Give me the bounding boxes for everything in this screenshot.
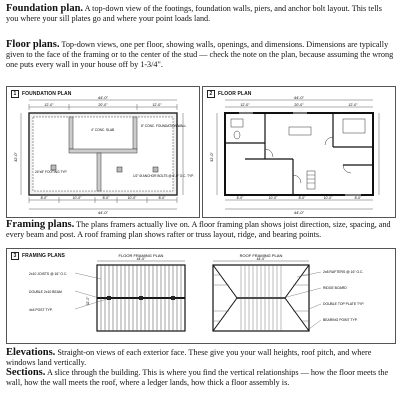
foundation-top-dim: 20'-0" (98, 103, 108, 107)
foundation-bottom-dim: 10'-0" (127, 196, 137, 200)
panel-number: 1 (11, 90, 19, 98)
floor-overall-width-bottom: 44'-0" (293, 210, 305, 215)
floor-top-dim: 20'-0" (294, 103, 304, 107)
foundation-wall-label: 8" CONC. FOUNDATION WALL (141, 124, 187, 128)
elevations-paragraph (6, 348, 394, 368)
framing-plans-panel (6, 248, 396, 344)
foundation-bolts-label: 1/2" Ø ANCHOR BOLTS @ 6'-0" O.C. TYP. (133, 174, 194, 178)
foundation-plan-panel (6, 86, 200, 218)
foundation-overall-depth: 32'-0" (14, 152, 18, 162)
foundation-overall-width: 44'-0" (97, 95, 109, 100)
floor-plan-title: 2 FLOOR PLAN (207, 90, 252, 98)
framing-body: The plans framers actually live on. A floor framing plan shows joist direction, size, spacing, and every beam and post. A roof framing plan shows rafter or truss layout, ridge, and bearing points. (6, 220, 391, 240)
floor-bottom-dim: 8'-0" (236, 196, 244, 200)
floor-top-dim: 12'-0" (348, 103, 358, 107)
foundation-heading: Foundation plan. (6, 3, 84, 14)
post-label: 4x4 POST TYP. (29, 308, 53, 312)
foundation-plan-title: 1 FOUNDATION PLAN (11, 90, 71, 98)
foundation-overall-width-bottom: 44'-0" (97, 210, 109, 215)
foundation-paragraph (6, 4, 394, 24)
floor-body: Top-down views, one per floor, showing walls, openings, and dimensions. Dimensions are typically given to the face of the framing or to the center of the stud — check the note on the plan, because assuming the wrong one puts every wall in your house off by 1-3/4". (6, 40, 394, 70)
foundation-bottom-dim: 8'-0" (158, 196, 166, 200)
foundation-top-dim: 12'-0" (44, 103, 54, 107)
foundation-bottom-dim: 10'-0" (72, 196, 82, 200)
floor-framing-title: FLOOR FRAMING PLAN (118, 253, 164, 258)
ridge-label: RIDGE BOARD (323, 286, 347, 290)
framing-plans-title: 3 FRAMING PLANS (11, 252, 65, 260)
joist-label: 2x10 JOISTS @ 16" O.C. (29, 272, 68, 276)
rafter-label: 2x8 RAFTERS @ 16" O.C. (323, 270, 364, 274)
foundation-bottom-dim: 8'-0" (40, 196, 48, 200)
sections-body: A slice through the building. This is where you find the vertical relationships — how the floor meets the wall, how the wall meets the roof, where a ledger lands, how thick a floor assembly is. (6, 368, 389, 388)
floor-paragraph (6, 40, 394, 71)
floor-heading: Floor plans. (6, 39, 60, 50)
floor-bottom-dim: 8'-0" (298, 196, 306, 200)
floor-overall-depth: 32'-0" (210, 152, 214, 162)
roof-framing-rafters (213, 265, 309, 331)
floor-framing-joists (97, 265, 185, 331)
roof-framing-title: ROOF FRAMING PLAN (239, 253, 283, 258)
floor-plan-panel (202, 86, 396, 218)
sections-paragraph (6, 368, 394, 388)
floor-top-dim: 12'-0" (240, 103, 250, 107)
framing-heading: Framing plans. (6, 219, 75, 230)
beam-label: DOUBLE 2x10 BEAM (29, 290, 62, 294)
foundation-footing-label: 24"x8" FOOTING TYP. (35, 170, 68, 174)
framing-plans-drawing (7, 249, 395, 343)
floor-bottom-dim: 8'-0" (354, 196, 362, 200)
framing-paragraph (6, 220, 394, 240)
top-plate-label: DOUBLE TOP PLATE TYP. (323, 302, 365, 306)
roof-framing-width: 44'-0" (256, 257, 266, 261)
elevations-heading: Elevations. (6, 347, 56, 358)
foundation-body: A top-down view of the footings, foundation walls, piers, and anchor bolt layout. This tells you where your sill plates go and where your point loads land. (6, 4, 382, 24)
foundation-bottom-dim: 8'-0" (102, 196, 110, 200)
floor-plan-drawing (203, 87, 395, 217)
elevations-body: Straight-on views of each exterior face. These give you your wall heights, roof pitch, and where windows land vertically. (6, 348, 372, 368)
panel-number: 3 (11, 252, 19, 260)
foundation-plan-drawing (7, 87, 199, 217)
foundation-slab-label: 4" CONC. SLAB (91, 128, 115, 132)
floor-bottom-dim: 10'-0" (323, 196, 333, 200)
sections-heading: Sections. (6, 367, 46, 378)
floor-overall-width: 44'-0" (293, 95, 305, 100)
foundation-top-dim: 12'-0" (152, 103, 162, 107)
floor-framing-width: 44'-0" (136, 257, 146, 261)
bearing-label: BEARING POINT TYP. (323, 318, 358, 322)
framing-depth: 32'-0" (86, 296, 90, 306)
floor-bottom-dim: 10'-0" (268, 196, 278, 200)
panel-number: 2 (207, 90, 215, 98)
